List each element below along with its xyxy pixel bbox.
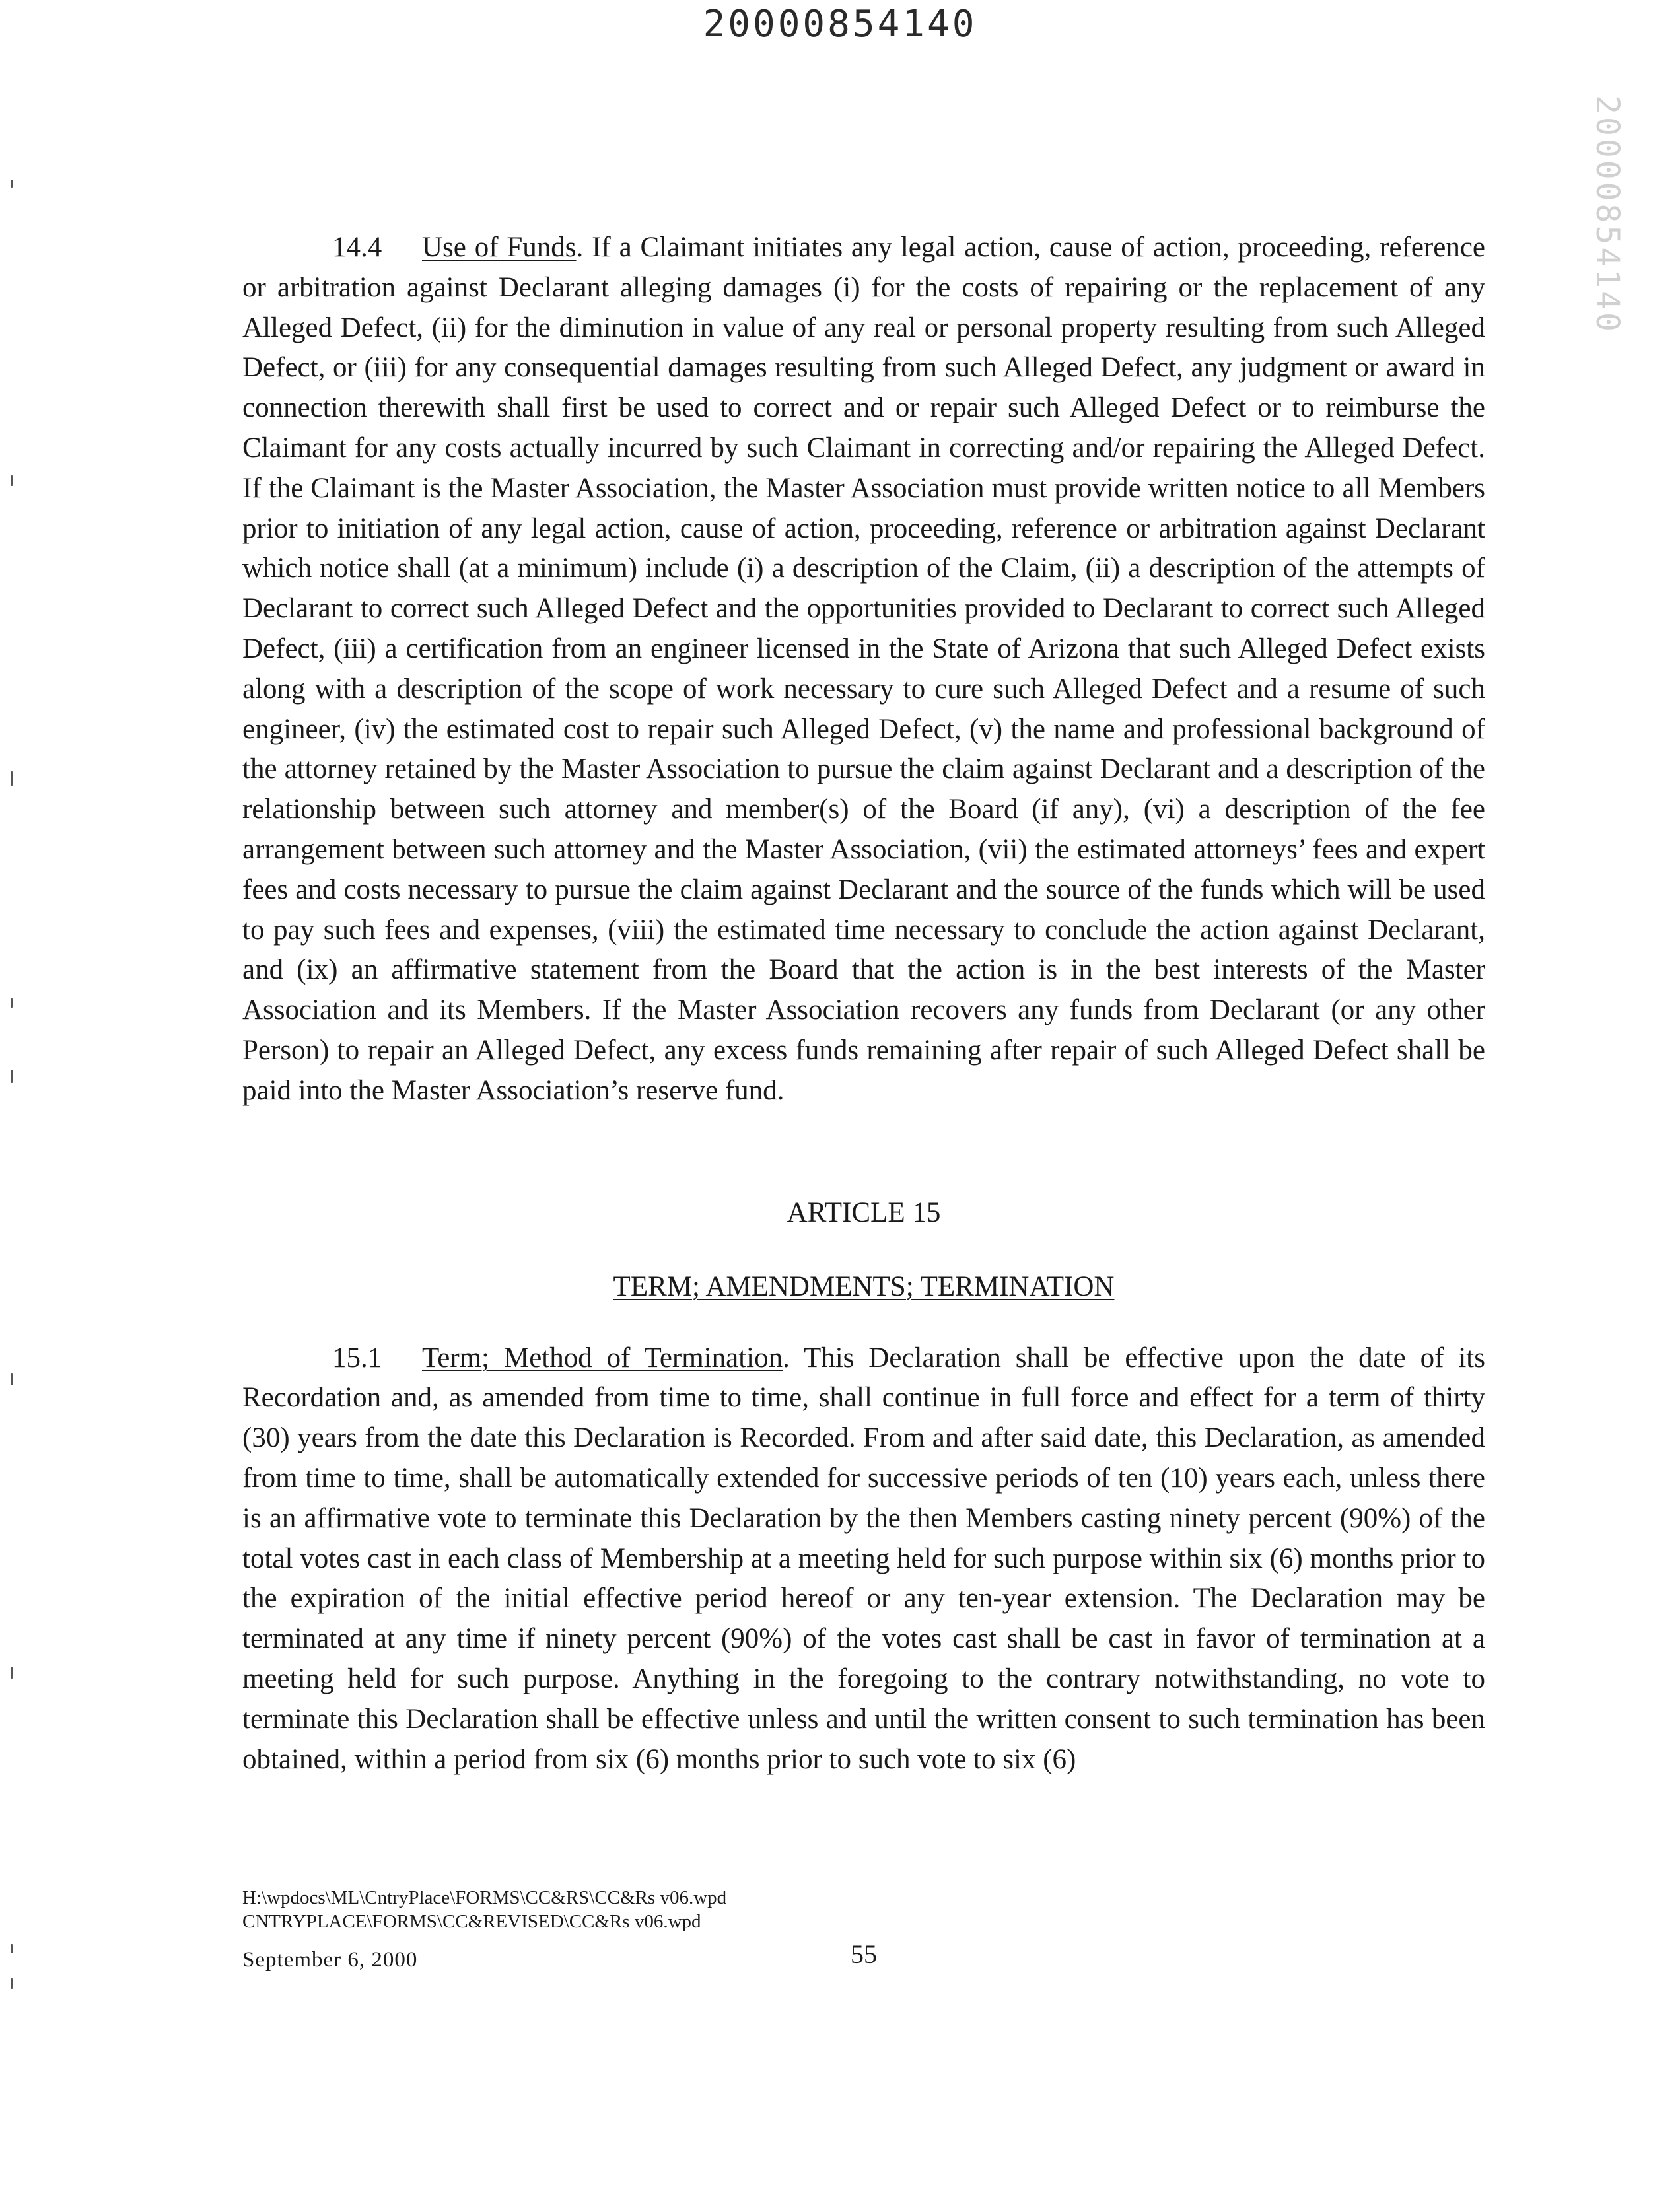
scan-mark (11, 1373, 13, 1385)
section-15-1 (242, 1338, 1485, 1780)
footer-file-paths (242, 1886, 726, 1933)
scan-mark (11, 771, 13, 786)
scan-mark (11, 475, 13, 486)
footer-path-1: H:\wpdocs\ML\CntryPlace\FORMS\CC&RS\CC&Rs v06.wpd (242, 1887, 727, 1908)
section-number: 14.4 (332, 232, 382, 263)
footer-path-2: CNTRYPLACE\FORMS\CC&REVISED\CC&Rs v06.wpd (242, 1911, 701, 1932)
article-heading: ARTICLE 15 (787, 1197, 941, 1228)
document-number: 20000854140 (703, 3, 977, 46)
side-stamp (1588, 92, 1627, 337)
scan-mark (11, 998, 13, 1008)
section-title: Use of Funds (422, 232, 577, 263)
page-number: 55 (851, 1939, 877, 1969)
section-text: . This Declaration shall be effective upon the date of its Recordation and, as amended from time to time, shall continue in full force and effect for a term of thirty (30) years from the date this Declaration is Recorded. From and after said date, this Declaration, as amended from time to time, shall be automatically extended for successive periods of ten (10) years each, unless there is an affirmative vote to terminate this Declaration by the then Members casting ninety percent (90%) of the total votes cast in each class of Membership at a meeting held for such purpose within six (6) months prior to the expiration of the initial effective period hereof or any ten-year extension. The Declaration may be terminated at any time if ninety percent (90%) of the votes cast shall be cast in favor of termination at a meeting held for such purpose. Anything in the foregoing to the contrary notwithstanding, no vote to terminate this Declaration shall be effective unless and until the written consent to such termination has been obtained, within a period from six (6) months prior to such vote to six (6) (242, 1342, 1485, 1775)
section-number: 15.1 (332, 1342, 382, 1373)
footer-date: September 6, 2000 (242, 1948, 418, 1972)
section-14-4 (242, 228, 1485, 1111)
section-title: Term; Method of Termination (422, 1342, 783, 1373)
scan-mark (11, 1667, 13, 1679)
scan-mark (11, 1944, 13, 1953)
scan-mark (11, 1978, 13, 1989)
scan-mark (11, 180, 13, 188)
page-body (242, 228, 1485, 1780)
section-text: . If a Claimant initiates any legal action, cause of action, proceeding, reference or arbitration against Declarant alleging damages (i) for the costs of repairing or the replacement of any Alleged Defect, (ii) for the diminution in value of any real or personal property resulting from such Alleged Defect, or (iii) for any consequential damages resulting from such Alleged Defect, any judgment or award in connection therewith shall first be used to correct and or repair such Alleged Defect or to reimburse the Claimant for any costs actually incurred by such Claimant in correcting and/or repairing the Alleged Defect. If the Claimant is the Master Association, the Master Association must provide written notice to all Members prior to initiation of any legal action, cause of action, proceeding, reference or arbitration against Declarant which notice shall (at a minimum) include (i) a description of the Claim, (ii) a description of the attempts of Declarant to correct such Alleged Defect and the opportunities provided to Declarant to correct such Alleged Defect, (iii) a certification from an engineer licensed in the State of Arizona that such Alleged Defect exists along with a description of the scope of work necessary to cure such Alleged Defect and a resume of such engineer, (iv) the estimated cost to repair such Alleged Defect, (v) the name and professional background of the attorney retained by the Master Association to pursue the claim against Declarant and a description of the relationship between such attorney and member(s) of the Board (if any), (vi) a description of the fee arrangement between such attorney and the Master Association, (vii) the estimated attorneys’ fees and expert fees and costs necessary to pursue the claim against Declarant and the source of the funds which will be used to pay such fees and expenses, (viii) the estimated time necessary to conclude the action against Declarant, and (ix) an affirmative statement from the Board that the action is in the best interests of the Master Association and its Members. If the Master Association recovers any funds from Declarant (or any other Person) to repair an Alleged Defect, any excess funds remaining after repair of such Alleged Defect shall be paid into the Master Association’s reserve fund. (242, 232, 1486, 1106)
article-title: TERM; AMENDMENTS; TERMINATION (613, 1270, 1115, 1302)
scan-mark (11, 1070, 13, 1083)
side-stamp-text: 20000854140 (1589, 95, 1626, 334)
